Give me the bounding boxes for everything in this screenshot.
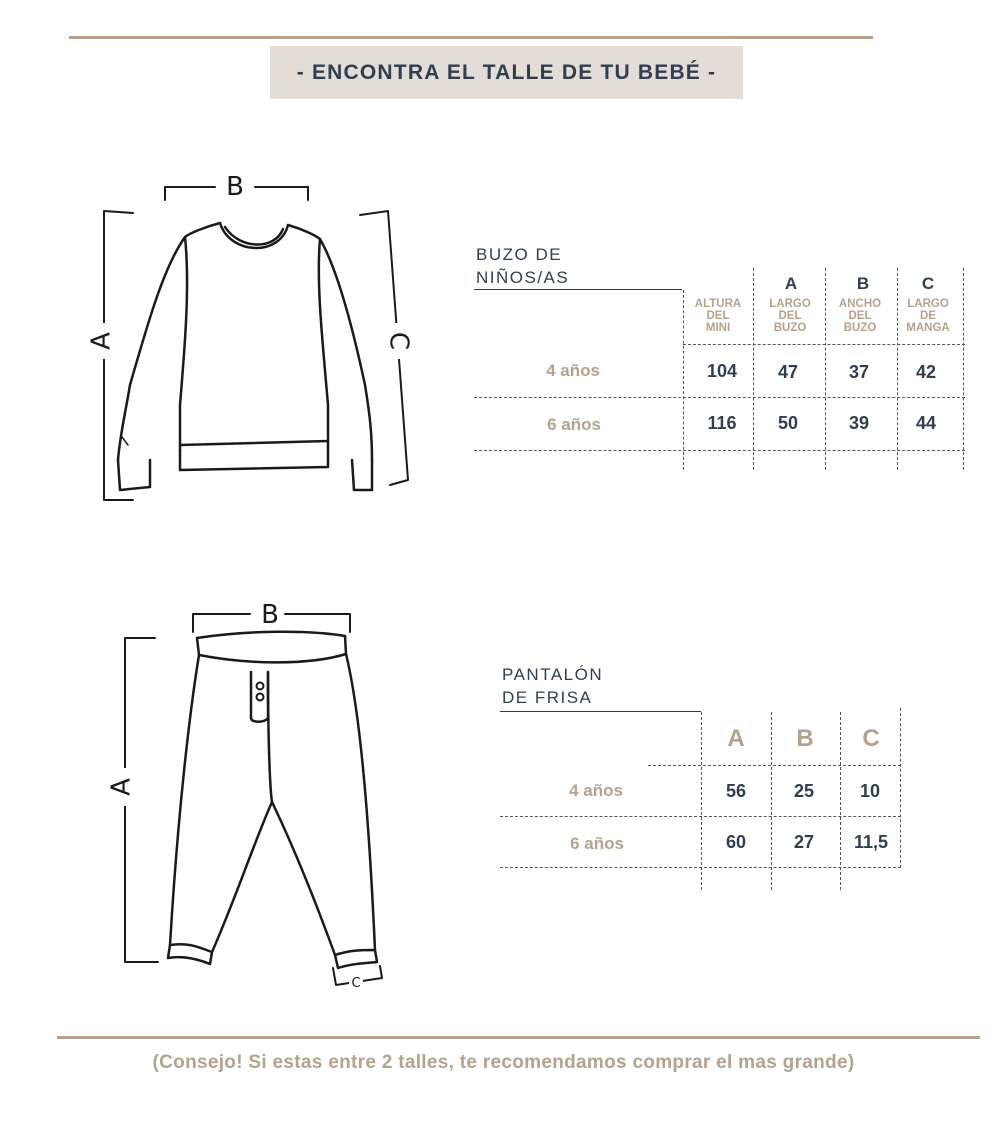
pants-label-c: C: [351, 976, 361, 991]
buzo-cell: 44: [915, 413, 937, 433]
sweater-sketch: [80, 165, 430, 510]
size-tip: (Consejo! Si estas entre 2 talles, te recomendamos comprar el mas grande): [152, 1052, 855, 1073]
buzo-col-c-sub: LARGO DE MANGA: [906, 298, 950, 334]
pantalon-cell: 25: [793, 781, 815, 801]
buzo-cell: 42: [915, 362, 937, 382]
buzo-grid-line: [825, 268, 826, 470]
buzo-grid-line: [683, 344, 965, 345]
pantalon-cell: 11,5: [853, 832, 889, 852]
buzo-grid-line: [963, 268, 964, 470]
pantalon-grid-line: [900, 708, 901, 868]
sweater-label-a: A: [86, 332, 117, 350]
buzo-cell: 116: [707, 413, 737, 433]
sweater-label-b: B: [226, 172, 244, 202]
pants-label-b: B: [261, 600, 279, 630]
pantalon-col-c: C: [862, 725, 880, 752]
pantalon-cell: 10: [859, 781, 881, 801]
buzo-row-label: 4 años: [546, 361, 600, 380]
buzo-grid-line: [474, 450, 965, 451]
buzo-grid-line: [474, 397, 965, 398]
buzo-cell: 37: [848, 362, 870, 382]
pantalon-section-title: PANTALÓN DE FRISA: [502, 665, 604, 707]
buzo-cell: 50: [777, 413, 799, 433]
buzo-row-label: 6 años: [547, 415, 601, 434]
bottom-divider: [57, 1036, 980, 1039]
pantalon-grid-line: [840, 712, 841, 890]
buzo-grid-line: [683, 290, 684, 470]
buzo-cell: 47: [777, 362, 799, 382]
top-divider: [69, 36, 873, 39]
page-title: - ENCONTRA EL TALLE DE TU BEBÉ -: [296, 60, 717, 84]
pantalon-grid-line: [648, 765, 901, 766]
buzo-col-b-letter: B: [856, 274, 870, 293]
buzo-col-altura-sub: ALTURA DEL MINI: [694, 298, 742, 334]
pants-sketch: [100, 590, 400, 1005]
pantalon-col-a: A: [727, 725, 745, 752]
buzo-grid-line: [753, 268, 754, 470]
buzo-col-b-sub: ANCHO DEL BUZO: [838, 298, 882, 334]
buzo-col-a-letter: A: [784, 274, 798, 293]
buzo-grid-line: [897, 268, 898, 470]
page-title-banner: [270, 46, 743, 99]
buzo-cell: 39: [848, 413, 870, 433]
pantalon-title-underline: [500, 711, 701, 712]
pantalon-col-b: B: [796, 725, 814, 752]
pantalon-row-label: 4 años: [569, 781, 623, 800]
pantalon-cell: 56: [725, 781, 747, 801]
buzo-cell: 104: [706, 361, 738, 381]
pantalon-row-label: 6 años: [570, 834, 624, 853]
sweater-label-c: C: [383, 331, 414, 351]
buzo-section-title: BUZO DE NIÑOS/AS: [476, 245, 570, 287]
buzo-col-a-sub: LARGO DEL BUZO: [769, 298, 811, 334]
pantalon-cell: 60: [725, 832, 747, 852]
buzo-title-underline: [474, 289, 682, 290]
pantalon-grid-line: [771, 712, 772, 890]
pants-label-a: A: [106, 778, 137, 796]
pantalon-grid-line: [701, 712, 702, 890]
pantalon-cell: 27: [793, 832, 815, 852]
buzo-col-c-letter: C: [921, 274, 935, 293]
